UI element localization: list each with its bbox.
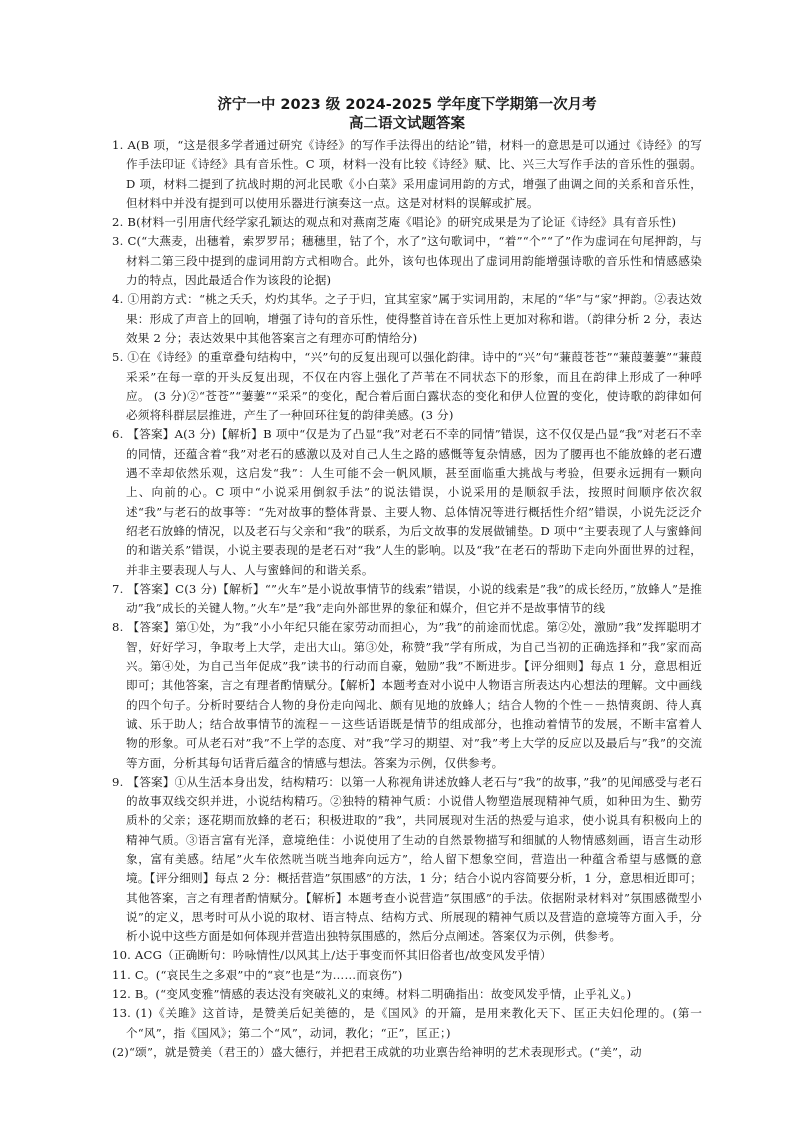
answer-13-part-2: (2)“颂”，就是赞美（君王的）盛大德行，并把君王成就的功业禀告给神明的艺术表现形式。(“美”，动 — [112, 1044, 642, 1059]
answer-10: 10. ACG（正确断句：吟咏情性/以风其上/达于事变而怀其旧俗者也/故变风发乎情） — [112, 948, 552, 963]
page-title: 济宁一中 2023 级 2024-2025 学年度下学期第一次月考 — [217, 97, 597, 113]
answer-3: 3. C(“大燕麦，出穗着，索罗罗吊；穗穗里，钴了个，水了”这句歌词中，“着”“个”“了”作为虚词在句尾押韵，与材料二第三段中提到的虚词用韵方式相吻合。此外，该句也体现出了虚词用韵能增强诗歌的音乐性和情感感染力的特点，因此最适合作为该段的论据) — [112, 234, 702, 288]
page-subtitle: 高二语文试题答案 — [349, 116, 465, 132]
answer-12: 12. B。(“变风变雅”情感的表达没有突破礼义的束缚。材料二明确指出：故变风发乎情，止乎礼义。) — [112, 987, 632, 1002]
answer-1: 1. A(B 项，“这是很多学者通过研究《诗经》的写作手法得出的结论”错，材料一的意思是可以通过《诗经》的写作手法印证《诗经》具有音乐性。C 项，材料一没有比较《诗经》赋、比、兴三大写作手法的音乐性的强弱。D 项，材料二提到了抗战时期的河北民歌《小白菜》采用虚词用韵的方式，增强了曲调之间的关系和音乐性，但材料中并没有提到可以使用乐器进行演奏这一点。这是对材料的误解或扩展。 — [112, 138, 702, 210]
answer-8: 8. 【答案】第①处，为”我”小小年纪只能在家劳动而担心，为”我”的前途而忧虑。第②处，激励”我”发挥聪明才智，好好学习，争取考上大学，走出大山。第③处，称赞”我”学有所成，为自己当初的正确选择和”我”家而高兴。第④处，为自己当年促成”我”读书的行动而自豪，勉励”我”不断进步。【评分细则】每点 1 分，意思相近即可；其他答案，言之有理者酌情赋分。【解析】本题考查对小说中人物语言所表达内心想法的理解。文中画线的四个句子。分析时要结合人物的身份走向闯北、颇有见地的放蜂人；结合人物的个性－－热情爽朗、待人真诚、乐于助人；结合故事情节的流程－－这些话语既是情节的组成部分，也推动着情节的发展，不断丰富着人物的形象。可从老石对”我”不上学的态度、对”我”学习的期望、对”我”考上大学的反应以及最后与”我”的交流等方面，分析其每句话背后蕴含的情感与想法。答案为示例，仅供参考。 — [112, 620, 702, 770]
answer-11: 11. C。(“哀民生之多艰”中的“哀”也是“为……而哀伤”) — [112, 967, 403, 982]
answer-2: 2. B(材料一引用唐代经学家孔颖达的观点和对燕南芝庵《唱论》的研究成果是为了论证《诗经》具有音乐性) — [112, 215, 677, 230]
answer-5: 5. ①在《诗经》的重章叠句结构中，“兴”句的反复出现可以强化韵律。诗中的“兴”句“蒹葭苍苍”“蒹葭萋萋”“蒹葭采采”在每一章的开头反复出现，不仅在内容上强化了芦苇在不同状态下的形象，而且在韵律上形成了一种呼应。 (3 分)②“苍苍”“萋萋”“采采”的变化，配合着后面白露状态的变化和伊人位置的变化，使诗歌的韵律如何必须将科群层层推进，产生了一种回环往复的韵律美感。(3 分) — [112, 350, 702, 423]
answer-list — [112, 136, 702, 1062]
answer-6: 6. 【答案】A(3 分)【解析】B 项中“仅是为了凸显“我”对老石不幸的同情”错误，这不仅仅是凸显“我”对老石不幸的同情，还蕴含着“我”对老石的感激以及对自己人生之路的感慨等复杂情感，因为了腰再也不能放蜂的老石遭遇不幸却依然乐观，这启发“我”：人生可能不会一帆风顺，甚至面临重大挑战与考验，但要永远拥有一颗向上、向前的心。C 项中“小说采用倒叙手法”的说法错误，小说采用的是顺叙手法，按照时间顺序依次叙述“我”与老石的故事等：“先对故事的整体背景、主要人物、总体情况等进行概括性介绍”错误，小说先泛泛介绍老石放蜂的情况，以及老石与父亲和“我”的联系，为后文故事的发展做铺垫。D 项中“主要表现了人与蜜蜂间的和谐关系”错误，小说主要表现的是老石对“我”人生的影响。以及“我”在老石的帮助下走向外面世界的过程，并非主要表现人与人、人与蜜蜂间的和谐关系。 — [112, 427, 702, 577]
answer-7: 7. 【答案】C(3 分)【解析】“”火车”是小说故事情节的线索”错误，小说的线索是”我”的成长经历，”放蜂人”是推动”我”成长的关键人物。”火车”是”我”走向外部世界的象征和媒介，但它并不是故事情节的线 — [112, 581, 702, 616]
answer-9: 9. 【答案】①从生活本身出发，结构精巧：以第一人称视角讲述放蜂人老石与”我”的故事，”我”的见闻感受与老石的故事双线交织并进，小说结构精巧。②独特的精神气质：小说借人物塑造展现精神气质，如种田为生、勤劳质朴的父亲；逐花期而放蜂的老石；积极进取的”我”，共同展现对生活的热爱与追求，使小说具有积极向上的精神气质。③语言富有光泽，意境绝佳：小说使用了生动的自然景物描写和细腻的人物情感刻画，语言生动形象，富有美感。结尾”火车依然咣当咣当地奔向远方”，给人留下想象空间，营造出一种蕴含希望与感慨的意境。【评分细则】每点 2 分：概括营造”氛围感”的方法，1 分；结合小说内容简要分析，1 分，意思相近即可；其他答案，言之有理者酌情赋分。【解析】本题考查小说营造”氛围感”的手法。依据附录材料对”氛围感微型小说”的定义，思考时可从小说的取材、语言特点、结构方式、所展现的精神气质以及营造的意境等方面入手，分析小说中这些方面是如何体现并营造出独特氛围感的，然后分点阐述。答案仅为示例，供参考。 — [112, 774, 702, 944]
answer-4: 4. ①用韵方式：“桃之夭夭，灼灼其华。之子于归，宜其室家”属于实词用韵，末尾的“华”与“家”押韵。②表达效果：形成了声音上的回响，增强了诗句的音乐性，使得整首诗在音乐性上更加对称和谐。（韵律分析 2 分，表达效果 2 分；表达效果中其他答案言之有理亦可酌情给分) — [112, 292, 702, 345]
answer-13-part-1: 13. (1)《关雎》这首诗，是赞美后妃美德的，是《国风》的开篇，是用来教化天下、匡正夫妇伦理的。(第一个“风”，指《国风》；第二个“风”，动词，教化；“正”，匡正；) — [112, 1006, 702, 1040]
